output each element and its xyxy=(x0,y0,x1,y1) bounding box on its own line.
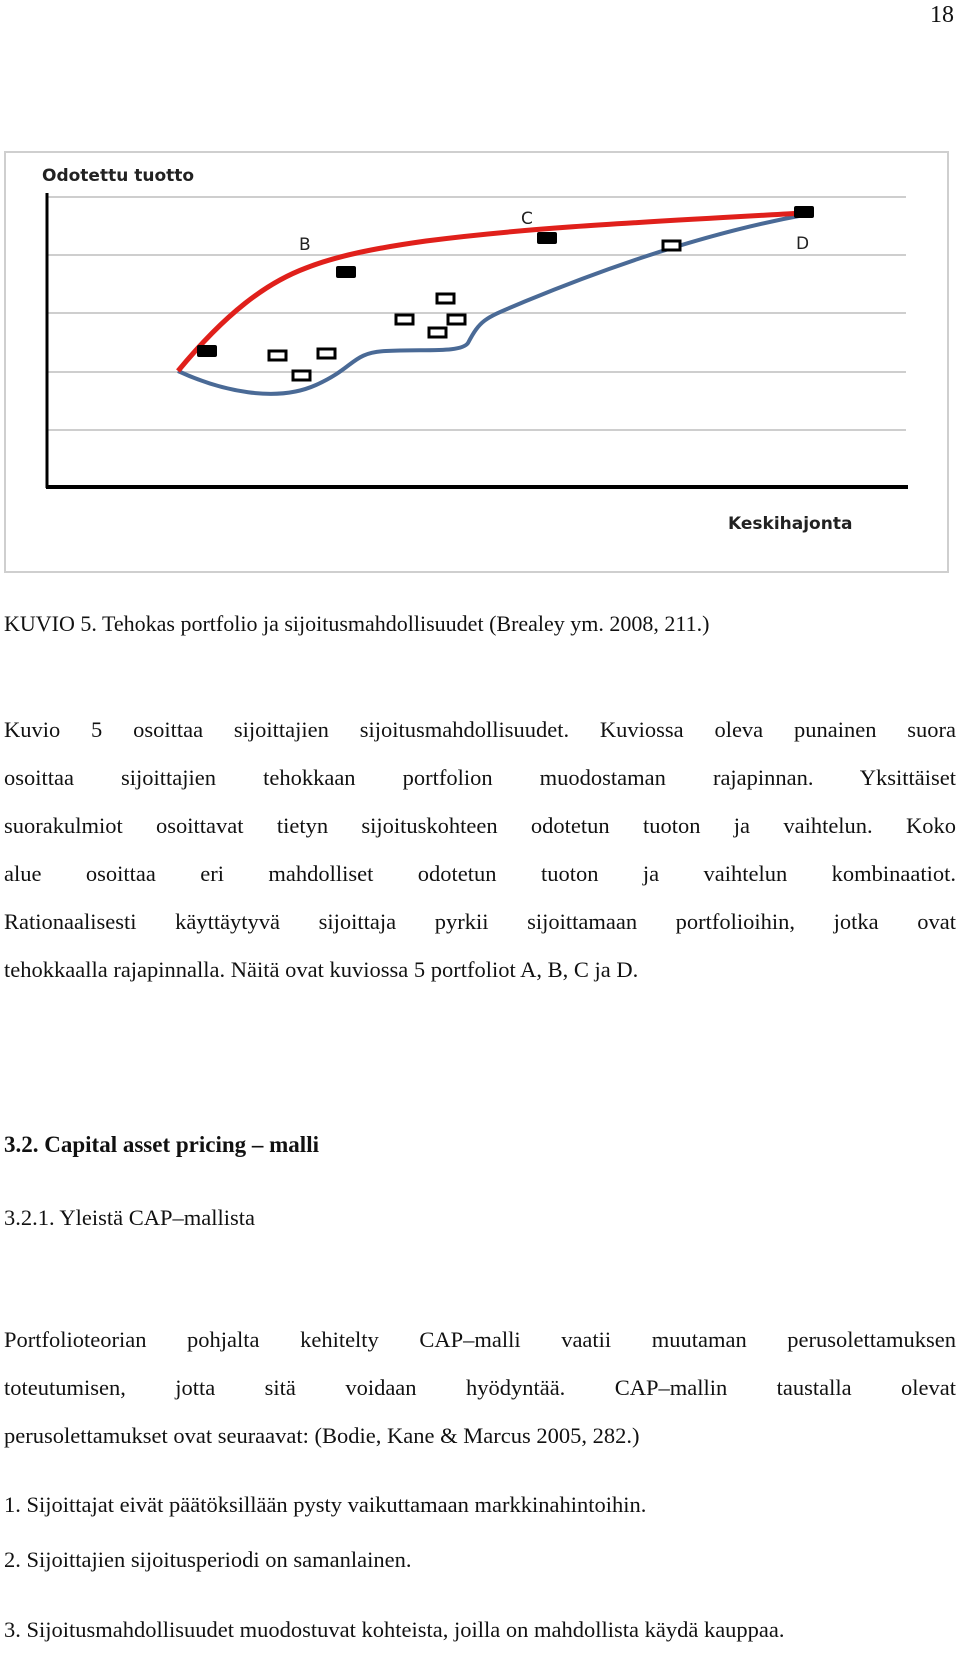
asset-marker xyxy=(437,294,454,303)
paragraph-efficient-frontier xyxy=(4,706,956,994)
text-line: tehokkaalla rajapinnalla. Näitä ovat kuviossa 5 portfoliot A, B, C ja D. xyxy=(4,957,639,982)
opportunity-boundary-curve xyxy=(178,215,804,394)
portfolio-marker xyxy=(336,266,356,278)
asset-marker xyxy=(269,351,286,360)
point-label-b: B xyxy=(299,235,311,255)
figure-chart xyxy=(6,153,947,571)
section-heading: 3.2. Capital asset pricing – malli xyxy=(4,1132,319,1157)
point-label-c: C xyxy=(521,209,533,229)
text-line: Kuvio 5 osoittaa sijoittajien sijoitusmahdollisuudet. Kuviossa oleva punainen suora xyxy=(4,717,956,742)
text-line: toteutumisen, jotta sitä voidaan hyödyntää. CAP–mallin taustalla olevat xyxy=(4,1375,956,1400)
point-label-d: D xyxy=(796,234,810,254)
text-line: alue osoittaa eri mahdolliset odotetun tuoton ja vaihtelun kombinaatiot. xyxy=(4,861,956,886)
text-line: perusolettamukset ovat seuraavat: (Bodie, Kane & Marcus 2005, 282.) xyxy=(4,1423,640,1448)
figure-caption: KUVIO 5. Tehokas portfolio ja sijoitusmahdollisuudet (Brealey ym. 2008, 211.) xyxy=(4,611,710,636)
asset-marker xyxy=(318,349,335,358)
list-item: 1. Sijoittajat eivät päätöksillään pysty vaikuttamaan markkinahintoihin. xyxy=(4,1492,647,1517)
subsection-heading: 3.2.1. Yleistä CAP–mallista xyxy=(4,1205,256,1230)
x-axis-label: Keskihajonta xyxy=(728,514,853,534)
text-line: suorakulmiot osoittavat tietyn sijoituskohteen odotetun tuoton ja vaihtelun. Koko xyxy=(4,813,956,838)
portfolio-marker xyxy=(537,232,557,244)
text-line: osoittaa sijoittajien tehokkaan portfolion muodostaman rajapinnan. Yksittäiset xyxy=(4,765,956,790)
asset-marker xyxy=(429,328,446,337)
asset-marker xyxy=(448,315,465,324)
paragraph-cap-model xyxy=(4,1316,956,1460)
list-item: 3. Sijoitusmahdollisuudet muodostuvat kohteista, joilla on mahdollista käydä kauppaa. xyxy=(4,1617,785,1642)
portfolio-marker xyxy=(794,206,814,218)
asset-marker xyxy=(396,315,413,324)
figure-efficient-frontier xyxy=(4,151,949,573)
text-line: Portfolioteorian pohjalta kehitelty CAP–malli vaatii muutaman perusolettamuksen xyxy=(4,1327,956,1352)
portfolio-marker xyxy=(197,345,217,357)
text-line: Rationaalisesti käyttäytyvä sijoittaja pyrkii sijoittamaan portfolioihin, jotka ovat xyxy=(4,909,956,934)
list-item: 2. Sijoittajien sijoitusperiodi on samanlainen. xyxy=(4,1547,412,1572)
y-axis-label: Odotettu tuotto xyxy=(42,166,195,186)
page-number: 18 xyxy=(930,2,954,28)
asset-marker xyxy=(293,371,310,380)
asset-marker xyxy=(663,241,680,250)
